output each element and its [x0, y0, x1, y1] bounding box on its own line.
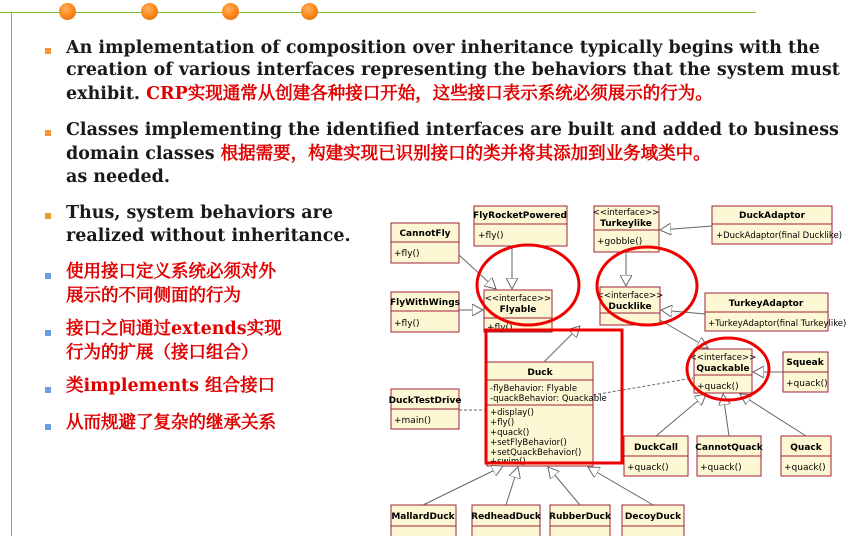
- decoyduck-name: DecoyDuck: [624, 512, 682, 522]
- flywithwings-member: +fly(): [394, 319, 420, 329]
- duck-field: -flyBehavior: Flyable: [490, 384, 578, 394]
- duck-method: +fly(): [490, 418, 515, 428]
- duck-name: Duck: [527, 368, 553, 378]
- duck-method: +display(): [490, 408, 534, 418]
- flyable-stereotype: <<interface>>: [484, 294, 552, 304]
- flyable-name: Flyable: [499, 305, 537, 315]
- flywithwings-name: FlyWithWings: [389, 298, 461, 308]
- quack-name: Quack: [790, 443, 822, 453]
- cannotquack-member: +quack(): [700, 463, 742, 473]
- quack-member: +quack(): [784, 463, 826, 473]
- bullet-7-line-1: 从而规避了复杂的继承关系: [66, 413, 276, 433]
- rubberduck-name: RubberDuck: [549, 512, 611, 522]
- duck-method: +quack(): [490, 428, 530, 438]
- bullet-3-line-1: Thus, system behaviors are: [66, 203, 333, 223]
- duckcall-name: DuckCall: [633, 443, 679, 453]
- bullet-1-en: exhibit.: [66, 84, 147, 104]
- bullet-4-line-2: 展示的不同侧面的行为: [66, 286, 241, 306]
- turkeyadaptor-member: +TurkeyAdaptor(final Turkeylike): [708, 319, 847, 329]
- bullet-2-zh: 根据需要，构建实现已识别接口的类并将其添加到业务域类中。: [220, 144, 711, 164]
- duckcall-member: +quack(): [627, 463, 669, 473]
- cannotfly-name: CannotFly: [399, 229, 451, 239]
- bullet-1-line-1: An implementation of composition over inheritance typically begins with the: [66, 38, 820, 58]
- bullet-2-en: domain classes: [66, 144, 221, 164]
- mallardduck-name: MallardDuck: [391, 512, 455, 522]
- bullet-3-line-2: realized without inheritance.: [66, 226, 351, 246]
- bullet-1-zh: CRP实现通常从创建各种接口开始，这些接口表示系统必须展示的行为。: [146, 84, 713, 104]
- bullet-5-line-2: 行为的扩展（接口组合）: [66, 343, 259, 363]
- bullet-2-line-3: as needed.: [66, 167, 170, 187]
- cannotquack-name: CannotQuack: [695, 443, 763, 453]
- turkeyadaptor-name: TurkeyAdaptor: [728, 299, 804, 309]
- redheadduck-name: RedheadDuck: [471, 512, 541, 522]
- ducktestdrive-member: +main(): [394, 416, 432, 426]
- turkeylike-name: Turkeylike: [600, 219, 652, 229]
- duck-method: +setQuackBehavior(): [490, 448, 582, 458]
- duck-method: +setFlyBehavior(): [490, 438, 567, 448]
- quackable-member: +quack(): [697, 382, 739, 392]
- squeak-member: +quack(): [786, 379, 828, 389]
- quackable-name: Quackable: [696, 364, 750, 374]
- flyrocket-name: FlyRocketPowered: [473, 211, 567, 221]
- quackable-stereotype: <<interface>>: [689, 353, 757, 363]
- bullet-1-line-2: creation of various interfaces representing the behaviors that the system must: [66, 60, 840, 80]
- ducklike-name: Ducklike: [608, 302, 652, 312]
- squeak-name: Squeak: [786, 358, 824, 368]
- flyrocket-member: +fly(): [478, 231, 504, 241]
- turkeylike-member: +gobble(): [597, 237, 643, 247]
- bullet-2-line-1: Classes implementing the identified interfaces are built and added to business: [66, 120, 839, 140]
- ducktestdrive-name: DuckTestDrive: [388, 396, 462, 406]
- cannotfly-member: +fly(): [394, 249, 420, 259]
- duck-field: -quackBehavior: Quackable: [490, 394, 607, 404]
- turkeylike-stereotype: <<interface>>: [592, 208, 660, 218]
- ducklike-stereotype: <<interface>>: [596, 291, 664, 301]
- bullet-4-line-1: 使用接口定义系统必须对外: [66, 262, 276, 282]
- bullet-6-line-1: 类implements 组合接口: [66, 376, 276, 396]
- duckadaptor-member: +DuckAdaptor(final Ducklike): [716, 231, 843, 241]
- flyable-member: +fly(): [487, 323, 513, 333]
- duckadaptor-name: DuckAdaptor: [738, 211, 806, 221]
- bullet-5-line-1: 接口之间通过extends实现: [66, 319, 282, 339]
- duck-method: +swim(): [490, 457, 526, 467]
